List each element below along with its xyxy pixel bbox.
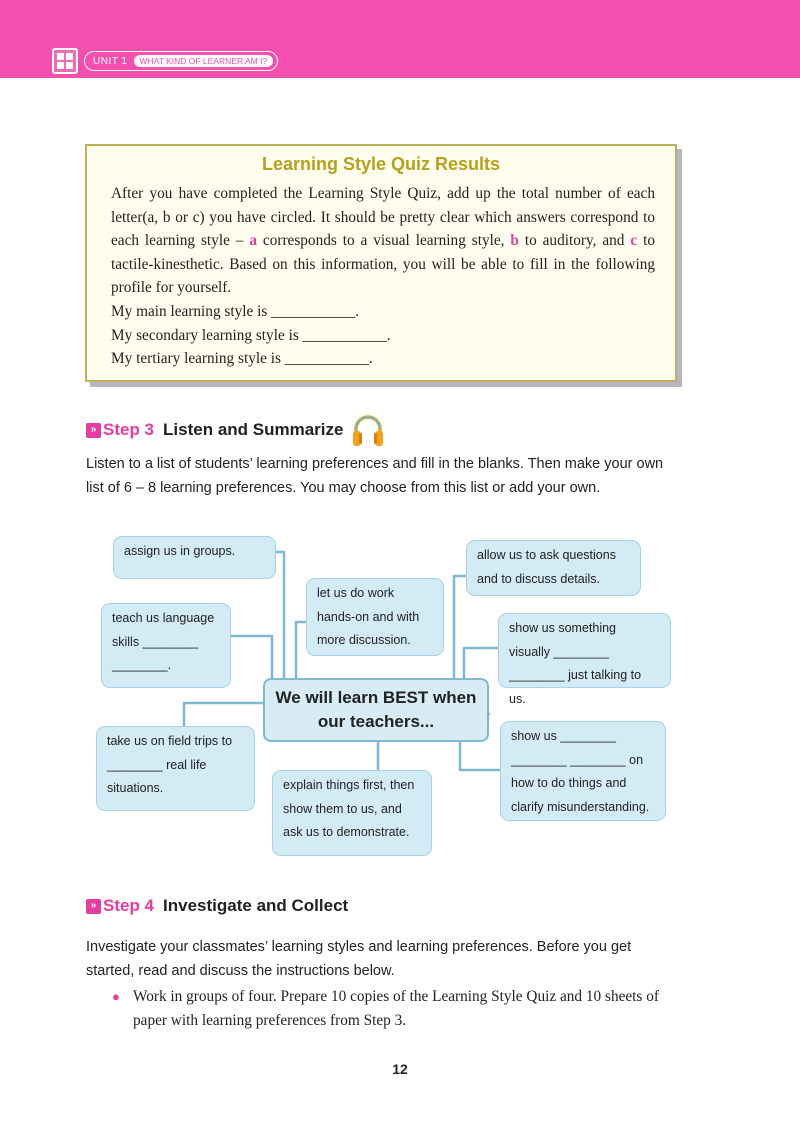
step3-label: Step 3 xyxy=(103,420,155,439)
double-chevron-icon: » xyxy=(86,423,101,438)
step4-bullet xyxy=(112,985,680,1032)
step3-instructions: Listen to a list of students’ learning preferences and fill in the blanks. Then make your own list of 6 – 8 learning preferences. You may choose from this list or add your own. xyxy=(86,456,664,496)
step4-label: Step 4 xyxy=(103,896,155,915)
step4-title: Investigate and Collect xyxy=(163,896,349,915)
unit-title: WHAT KIND OF LEARNER AM I? xyxy=(134,55,274,67)
connector-hands-on xyxy=(296,622,306,678)
connector-teach-skills xyxy=(231,636,272,678)
main-style-line: My main learning style is ___________. xyxy=(111,302,360,320)
letter-a: a xyxy=(249,232,257,250)
node-assign-groups: assign us in groups. xyxy=(113,536,276,579)
tertiary-style-line: My tertiary learning style is ___________. xyxy=(111,350,373,368)
quiz-text-1: After you have completed the Learning Style Quiz, add up the total number of each letter(a, b or c) you have circled. It should be pretty clear which answers correspond to each learning style – xyxy=(111,185,655,250)
bullet-dot-icon: ● xyxy=(112,989,120,1004)
node-show-how: show us ________ ________ ________ on how to do things and clarify misunderstanding. xyxy=(500,721,666,821)
double-chevron-icon: » xyxy=(86,899,101,914)
unit-label: UNIT 1 xyxy=(93,55,128,67)
node-field-trips: take us on field trips to ________ real life situations. xyxy=(96,726,255,811)
connector-show-visually xyxy=(464,648,498,678)
node-teach-skills: teach us language skills ________ ________. xyxy=(101,603,231,688)
connector-field-trips xyxy=(184,703,263,727)
letter-b: b xyxy=(510,232,519,250)
node-show-visually: show us something visually ________ ________ just talking to us. xyxy=(498,613,671,688)
step4-heading xyxy=(86,896,348,916)
node-hands-on: let us do work hands-on and with more discussion. xyxy=(306,578,444,656)
mindmap-center: We will learn BEST when our teachers... xyxy=(263,678,489,742)
node-explain-first: explain things first, then show them to us, and ask us to demonstrate. xyxy=(272,770,432,856)
node-ask-questions: allow us to ask questions and to discuss details. xyxy=(466,540,641,596)
quiz-text-3: to auditory, and xyxy=(518,232,631,250)
page-number: 12 xyxy=(392,1061,408,1077)
secondary-style-line: My secondary learning style is ___________. xyxy=(111,326,391,344)
connector-assign-groups xyxy=(276,552,284,678)
quiz-text-2: corresponds to a visual learning style, xyxy=(257,232,511,250)
step4-bullet-text: Work in groups of four. Prepare 10 copies of the Learning Style Quiz and 10 sheets of paper with learning preferences from Step 3. xyxy=(133,988,659,1029)
step3-title: Listen and Summarize xyxy=(163,420,344,439)
quiz-title: Learning Style Quiz Results xyxy=(261,154,501,174)
quiz-text-4: to tactile-kinesthetic. Based on this information, you will be able to fill in the following profile for yourself. xyxy=(111,232,655,297)
step4-instructions: Investigate your classmates’ learning styles and learning preferences. Before you get started, read and discuss the instructions below. xyxy=(86,939,632,979)
letter-c: c xyxy=(630,232,638,250)
